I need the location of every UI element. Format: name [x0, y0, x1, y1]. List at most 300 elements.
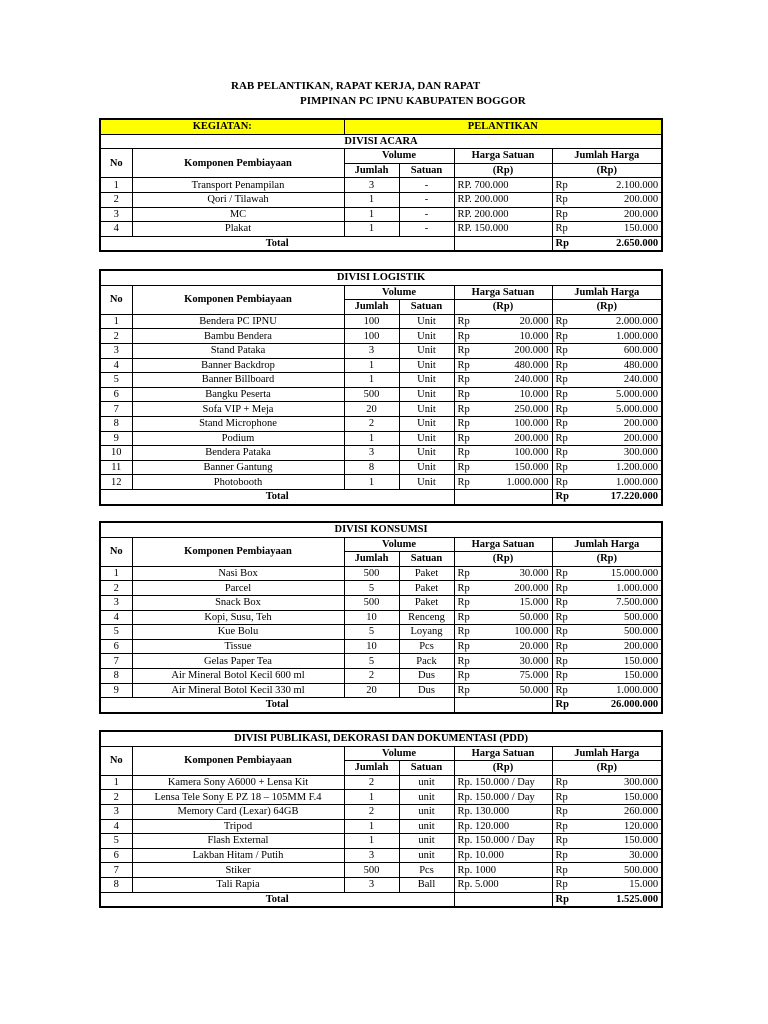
cell-jumlah: 1 — [344, 373, 399, 388]
table-row — [100, 314, 662, 329]
total-currency: Rp — [552, 343, 566, 358]
cell-satuan: Unit — [399, 475, 454, 490]
cell-satuan: Unit — [399, 460, 454, 475]
total-currency: Rp — [552, 192, 566, 207]
cell-no: 3 — [100, 343, 132, 358]
grand-total-currency: Rp — [552, 489, 566, 504]
table-row — [100, 192, 662, 207]
cell-harga: 1.000.000 — [467, 475, 552, 490]
total-currency: Rp — [552, 654, 566, 669]
cell-jumlah-harga: 480.000 — [566, 358, 662, 373]
cell-jumlah: 1 — [344, 431, 399, 446]
total-currency: Rp — [552, 819, 566, 834]
cell-satuan: - — [399, 222, 454, 237]
cell-no: 2 — [100, 192, 132, 207]
cell-komponen: Photobooth — [132, 475, 344, 490]
cell-no: 5 — [100, 373, 132, 388]
price-currency: Rp — [454, 595, 467, 610]
cell-no: 8 — [100, 877, 132, 892]
col-header-no: No — [100, 746, 132, 775]
total-currency: Rp — [552, 460, 566, 475]
total-currency: Rp — [552, 566, 566, 581]
cell-harga: Rp. 120.000 — [454, 819, 552, 834]
col-header-jumlah-harga: Jumlah Harga — [552, 746, 662, 761]
cell-harga: RP. 200.000 — [454, 207, 552, 222]
cell-komponen: Banner Billboard — [132, 373, 344, 388]
section-title: DIVISI KONSUMSI — [100, 522, 662, 537]
cell-no: 2 — [100, 790, 132, 805]
col-header-jumlah: Jumlah — [344, 163, 399, 178]
table-row — [100, 863, 662, 878]
total-currency: Rp — [552, 848, 566, 863]
table-row — [100, 416, 662, 431]
cell-jumlah-harga: 150.000 — [566, 834, 662, 849]
cell-no: 8 — [100, 668, 132, 683]
table-row — [100, 775, 662, 790]
total-currency: Rp — [552, 790, 566, 805]
table-row — [100, 207, 662, 222]
cell-satuan: Unit — [399, 387, 454, 402]
price-currency: Rp — [454, 373, 467, 388]
total-currency: Rp — [552, 581, 566, 596]
cell-no: 1 — [100, 314, 132, 329]
cell-jumlah-harga: 1.000.000 — [566, 329, 662, 344]
cell-satuan: unit — [399, 790, 454, 805]
table-row — [100, 475, 662, 490]
cell-jumlah-harga: 1.000.000 — [566, 683, 662, 698]
cell-jumlah: 1 — [344, 834, 399, 849]
total-currency: Rp — [552, 775, 566, 790]
cell-komponen: Air Mineral Botol Kecil 600 ml — [132, 668, 344, 683]
cell-harga: 50.000 — [467, 683, 552, 698]
col-header-satuan: Satuan — [399, 552, 454, 567]
cell-jumlah: 10 — [344, 639, 399, 654]
cell-satuan: unit — [399, 834, 454, 849]
cell-jumlah-harga: 5.000.000 — [566, 387, 662, 402]
cell-no: 9 — [100, 683, 132, 698]
price-currency: Rp — [454, 446, 467, 461]
cell-no: 11 — [100, 460, 132, 475]
col-header-komponen: Komponen Pembiayaan — [132, 149, 344, 178]
price-currency: Rp — [454, 566, 467, 581]
cell-komponen: Transport Penampilan — [132, 178, 344, 193]
col-header-jumlah: Jumlah — [344, 552, 399, 567]
cell-jumlah-harga: 2.100.000 — [566, 178, 662, 193]
cell-no: 4 — [100, 358, 132, 373]
cell-komponen: Kamera Sony A6000 + Lensa Kit — [132, 775, 344, 790]
price-currency: Rp — [454, 668, 467, 683]
cell-satuan: Paket — [399, 595, 454, 610]
cell-komponen: Snack Box — [132, 595, 344, 610]
cell-satuan: Unit — [399, 402, 454, 417]
grand-total-value: 1.525.000 — [566, 892, 662, 907]
cell-harga: 250.000 — [467, 402, 552, 417]
table-row — [100, 373, 662, 388]
cell-jumlah-harga: 1.000.000 — [566, 581, 662, 596]
cell-jumlah-harga: 150.000 — [566, 668, 662, 683]
total-row — [100, 892, 662, 907]
total-currency: Rp — [552, 446, 566, 461]
cell-satuan: Renceng — [399, 610, 454, 625]
cell-satuan: Paket — [399, 566, 454, 581]
total-currency: Rp — [552, 877, 566, 892]
price-currency: Rp — [454, 610, 467, 625]
price-currency: Rp — [454, 625, 467, 640]
col-header-no: No — [100, 537, 132, 566]
cell-harga: Rp. 150.000 / Day — [454, 834, 552, 849]
cell-no: 6 — [100, 848, 132, 863]
col-header-no: No — [100, 285, 132, 314]
total-currency: Rp — [552, 314, 566, 329]
cell-komponen: Tissue — [132, 639, 344, 654]
col-header-volume: Volume — [344, 537, 454, 552]
document-title-line-2: PIMPINAN PC IPNU KABUPATEN BOGGOR — [300, 95, 526, 107]
total-row — [100, 489, 662, 504]
cell-no: 1 — [100, 178, 132, 193]
total-row — [100, 236, 662, 251]
cell-komponen: Bendera Pataka — [132, 446, 344, 461]
col-header-jumlah: Jumlah — [344, 761, 399, 776]
cell-komponen: Memory Card (Lexar) 64GB — [132, 804, 344, 819]
cell-harga: 20.000 — [467, 314, 552, 329]
table-row — [100, 790, 662, 805]
kegiatan-row — [100, 119, 662, 134]
cell-no: 3 — [100, 804, 132, 819]
cell-jumlah: 5 — [344, 581, 399, 596]
cell-satuan: Unit — [399, 431, 454, 446]
cell-no: 7 — [100, 402, 132, 417]
col-header-jumlah-harga: Jumlah Harga — [552, 537, 662, 552]
cell-no: 6 — [100, 387, 132, 402]
table-row — [100, 222, 662, 237]
total-currency: Rp — [552, 178, 566, 193]
col-header-volume: Volume — [344, 149, 454, 164]
cell-jumlah-harga: 150.000 — [566, 654, 662, 669]
cell-satuan: unit — [399, 775, 454, 790]
price-currency: Rp — [454, 358, 467, 373]
section-table — [99, 269, 663, 506]
cell-harga: 240.000 — [467, 373, 552, 388]
cell-satuan: Ball — [399, 877, 454, 892]
cell-harga: Rp. 1000 — [454, 863, 552, 878]
col-header-volume: Volume — [344, 746, 454, 761]
cell-jumlah-harga: 2.000.000 — [566, 314, 662, 329]
table-row — [100, 178, 662, 193]
cell-no: 5 — [100, 625, 132, 640]
cell-jumlah: 2 — [344, 775, 399, 790]
cell-harga: 30.000 — [467, 566, 552, 581]
cell-jumlah: 5 — [344, 625, 399, 640]
total-currency: Rp — [552, 863, 566, 878]
cell-jumlah: 20 — [344, 402, 399, 417]
total-currency: Rp — [552, 683, 566, 698]
total-currency: Rp — [552, 610, 566, 625]
cell-harga: 20.000 — [467, 639, 552, 654]
table-row — [100, 329, 662, 344]
cell-jumlah: 500 — [344, 387, 399, 402]
cell-no: 4 — [100, 610, 132, 625]
cell-harga: 150.000 — [467, 460, 552, 475]
cell-komponen: Lakban Hitam / Putih — [132, 848, 344, 863]
cell-jumlah: 3 — [344, 178, 399, 193]
table-row — [100, 460, 662, 475]
cell-komponen: Nasi Box — [132, 566, 344, 581]
cell-harga: Rp. 10.000 — [454, 848, 552, 863]
cell-harga: 480.000 — [467, 358, 552, 373]
price-currency: Rp — [454, 314, 467, 329]
cell-komponen: Banner Gantung — [132, 460, 344, 475]
cell-komponen: Lensa Tele Sony E PZ 18 – 105MM F.4 — [132, 790, 344, 805]
table-row — [100, 804, 662, 819]
section-table — [99, 521, 663, 714]
cell-jumlah: 3 — [344, 343, 399, 358]
col-header-komponen: Komponen Pembiayaan — [132, 537, 344, 566]
cell-no: 3 — [100, 207, 132, 222]
col-header-harga-unit: (Rp) — [454, 761, 552, 776]
cell-jumlah-harga: 200.000 — [566, 416, 662, 431]
cell-jumlah: 1 — [344, 207, 399, 222]
total-empty-cell — [454, 236, 552, 251]
col-header-jumlah-harga-unit: (Rp) — [552, 761, 662, 776]
cell-harga: Rp. 130.000 — [454, 804, 552, 819]
section-title-row — [100, 270, 662, 285]
cell-satuan: Pack — [399, 654, 454, 669]
cell-satuan: - — [399, 178, 454, 193]
total-currency: Rp — [552, 373, 566, 388]
cell-komponen: Parcel — [132, 581, 344, 596]
col-header-harga: Harga Satuan — [454, 285, 552, 300]
cell-komponen: Tripod — [132, 819, 344, 834]
cell-satuan: - — [399, 192, 454, 207]
col-header-satuan: Satuan — [399, 163, 454, 178]
cell-komponen: Qori / Tilawah — [132, 192, 344, 207]
cell-no: 9 — [100, 431, 132, 446]
col-header-volume: Volume — [344, 285, 454, 300]
cell-jumlah-harga: 1.000.000 — [566, 475, 662, 490]
total-empty-cell — [454, 892, 552, 907]
cell-komponen: Stand Pataka — [132, 343, 344, 358]
price-currency: Rp — [454, 475, 467, 490]
cell-harga: Rp. 150.000 / Day — [454, 775, 552, 790]
cell-jumlah-harga: 500.000 — [566, 610, 662, 625]
cell-jumlah: 20 — [344, 683, 399, 698]
cell-komponen: Kopi, Susu, Teh — [132, 610, 344, 625]
cell-komponen: Kue Bolu — [132, 625, 344, 640]
cell-no: 4 — [100, 222, 132, 237]
cell-satuan: Pcs — [399, 863, 454, 878]
cell-jumlah-harga: 240.000 — [566, 373, 662, 388]
table-row — [100, 581, 662, 596]
cell-jumlah-harga: 1.200.000 — [566, 460, 662, 475]
price-currency: Rp — [454, 639, 467, 654]
cell-jumlah-harga: 300.000 — [566, 446, 662, 461]
grand-total-value: 26.000.000 — [566, 698, 662, 713]
table-row — [100, 639, 662, 654]
cell-no: 2 — [100, 329, 132, 344]
cell-satuan: unit — [399, 848, 454, 863]
header-row — [100, 285, 662, 300]
cell-jumlah-harga: 7.500.000 — [566, 595, 662, 610]
cell-harga: 10.000 — [467, 329, 552, 344]
total-currency: Rp — [552, 329, 566, 344]
price-currency: Rp — [454, 402, 467, 417]
col-header-jumlah: Jumlah — [344, 300, 399, 315]
cell-satuan: Unit — [399, 343, 454, 358]
cell-jumlah: 1 — [344, 358, 399, 373]
cell-jumlah-harga: 200.000 — [566, 207, 662, 222]
cell-jumlah: 2 — [344, 668, 399, 683]
cell-no: 7 — [100, 654, 132, 669]
table-row — [100, 625, 662, 640]
total-currency: Rp — [552, 222, 566, 237]
cell-jumlah-harga: 120.000 — [566, 819, 662, 834]
total-currency: Rp — [552, 207, 566, 222]
total-currency: Rp — [552, 834, 566, 849]
price-currency: Rp — [454, 431, 467, 446]
cell-jumlah: 500 — [344, 595, 399, 610]
cell-satuan: Paket — [399, 581, 454, 596]
cell-komponen: Plakat — [132, 222, 344, 237]
cell-jumlah-harga: 150.000 — [566, 790, 662, 805]
grand-total-value: 2.650.000 — [566, 236, 662, 251]
total-currency: Rp — [552, 402, 566, 417]
cell-satuan: Unit — [399, 416, 454, 431]
total-currency: Rp — [552, 625, 566, 640]
table-row — [100, 668, 662, 683]
cell-komponen: Gelas Paper Tea — [132, 654, 344, 669]
grand-total-value: 17.220.000 — [566, 489, 662, 504]
price-currency: Rp — [454, 654, 467, 669]
col-header-satuan: Satuan — [399, 300, 454, 315]
table-row — [100, 446, 662, 461]
grand-total-currency: Rp — [552, 698, 566, 713]
cell-jumlah: 500 — [344, 566, 399, 581]
table-row — [100, 595, 662, 610]
cell-jumlah: 3 — [344, 877, 399, 892]
grand-total-currency: Rp — [552, 892, 566, 907]
cell-jumlah: 3 — [344, 848, 399, 863]
cell-komponen: Stiker — [132, 863, 344, 878]
cell-komponen: Air Mineral Botol Kecil 330 ml — [132, 683, 344, 698]
total-label: Total — [100, 698, 454, 713]
cell-satuan: unit — [399, 804, 454, 819]
cell-harga: 100.000 — [467, 625, 552, 640]
cell-komponen: Bambu Bendera — [132, 329, 344, 344]
col-header-satuan: Satuan — [399, 761, 454, 776]
cell-jumlah-harga: 30.000 — [566, 848, 662, 863]
total-currency: Rp — [552, 416, 566, 431]
col-header-harga: Harga Satuan — [454, 746, 552, 761]
cell-satuan: Unit — [399, 329, 454, 344]
cell-jumlah-harga: 500.000 — [566, 625, 662, 640]
total-currency: Rp — [552, 387, 566, 402]
cell-no: 2 — [100, 581, 132, 596]
table-row — [100, 683, 662, 698]
document-title-line-1: RAB PELANTIKAN, RAPAT KERJA, DAN RAPAT — [231, 80, 481, 92]
col-header-jumlah-harga-unit: (Rp) — [552, 552, 662, 567]
col-header-harga-unit: (Rp) — [454, 300, 552, 315]
cell-jumlah-harga: 200.000 — [566, 431, 662, 446]
cell-komponen: Banner Backdrop — [132, 358, 344, 373]
cell-harga: 200.000 — [467, 581, 552, 596]
cell-jumlah-harga: 150.000 — [566, 222, 662, 237]
cell-no: 1 — [100, 775, 132, 790]
kegiatan-value: PELANTIKAN — [344, 119, 662, 134]
cell-harga: 200.000 — [467, 431, 552, 446]
cell-jumlah: 3 — [344, 446, 399, 461]
cell-komponen: Flash External — [132, 834, 344, 849]
cell-jumlah: 8 — [344, 460, 399, 475]
section-table — [99, 118, 663, 252]
cell-no: 5 — [100, 834, 132, 849]
col-header-harga: Harga Satuan — [454, 149, 552, 164]
total-label: Total — [100, 892, 454, 907]
cell-jumlah: 100 — [344, 314, 399, 329]
cell-harga: 15.000 — [467, 595, 552, 610]
table-row — [100, 877, 662, 892]
total-empty-cell — [454, 698, 552, 713]
table-row — [100, 343, 662, 358]
cell-komponen: Tali Rapia — [132, 877, 344, 892]
col-header-jumlah-harga: Jumlah Harga — [552, 285, 662, 300]
cell-jumlah: 2 — [344, 416, 399, 431]
cell-jumlah-harga: 200.000 — [566, 192, 662, 207]
cell-jumlah: 2 — [344, 804, 399, 819]
cell-satuan: Dus — [399, 668, 454, 683]
total-label: Total — [100, 236, 454, 251]
cell-satuan: unit — [399, 819, 454, 834]
cell-no: 8 — [100, 416, 132, 431]
cell-satuan: Loyang — [399, 625, 454, 640]
cell-no: 7 — [100, 863, 132, 878]
cell-satuan: - — [399, 207, 454, 222]
cell-jumlah: 1 — [344, 192, 399, 207]
header-row — [100, 537, 662, 552]
section-title: DIVISI LOGISTIK — [100, 270, 662, 285]
cell-komponen: Sofa VIP + Meja — [132, 402, 344, 417]
cell-harga: RP. 700.000 — [454, 178, 552, 193]
price-currency: Rp — [454, 460, 467, 475]
total-label: Total — [100, 489, 454, 504]
total-row — [100, 698, 662, 713]
price-currency: Rp — [454, 683, 467, 698]
price-currency: Rp — [454, 581, 467, 596]
cell-komponen: Bangku Peserta — [132, 387, 344, 402]
cell-jumlah-harga: 300.000 — [566, 775, 662, 790]
cell-satuan: Unit — [399, 373, 454, 388]
cell-jumlah: 500 — [344, 863, 399, 878]
section-title-row — [100, 731, 662, 746]
cell-satuan: Dus — [399, 683, 454, 698]
header-row — [100, 149, 662, 164]
total-currency: Rp — [552, 595, 566, 610]
cell-komponen: MC — [132, 207, 344, 222]
section-title: DIVISI PUBLIKASI, DEKORASI DAN DOKUMENTASI (PDD) — [100, 731, 662, 746]
section-title-row — [100, 134, 662, 149]
price-currency: Rp — [454, 387, 467, 402]
price-currency: Rp — [454, 343, 467, 358]
col-header-jumlah-harga-unit: (Rp) — [552, 300, 662, 315]
table-row — [100, 610, 662, 625]
table-row — [100, 848, 662, 863]
cell-jumlah-harga: 15.000 — [566, 877, 662, 892]
table-row — [100, 358, 662, 373]
total-empty-cell — [454, 489, 552, 504]
total-currency: Rp — [552, 475, 566, 490]
cell-jumlah: 10 — [344, 610, 399, 625]
cell-harga: 50.000 — [467, 610, 552, 625]
cell-harga: 100.000 — [467, 416, 552, 431]
